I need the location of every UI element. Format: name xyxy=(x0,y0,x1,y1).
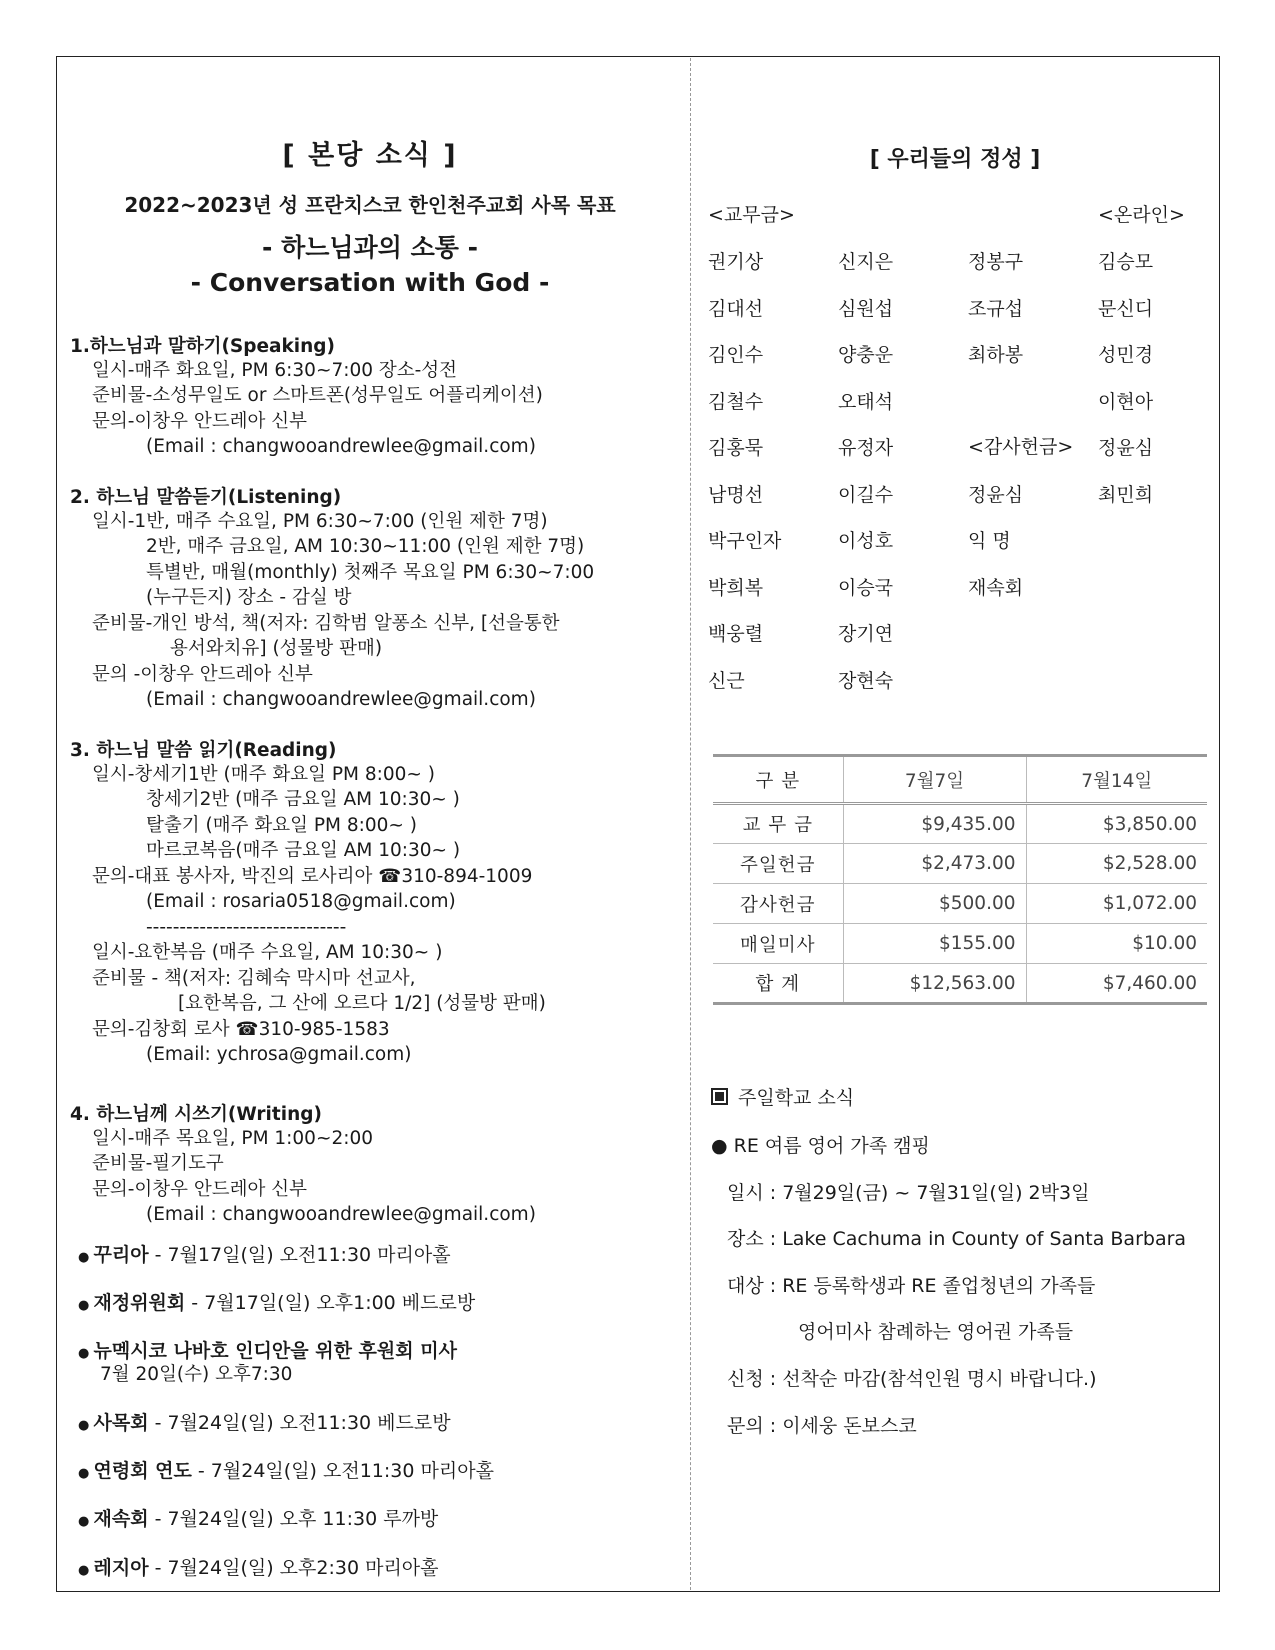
cell-value: $500.00 xyxy=(843,884,1026,924)
section-line: (Email: ychrosa@gmail.com) xyxy=(146,1044,412,1065)
section-title: 3. 하느님 말씀 읽기(Reading) xyxy=(70,740,337,761)
row-label: 매일미사 xyxy=(713,924,843,964)
row-label: 주일헌금 xyxy=(713,844,843,884)
table-row xyxy=(713,884,1207,924)
donor-name: 신근 xyxy=(708,669,745,692)
event-bullet xyxy=(78,1336,457,1363)
section-line: (Email : changwooandrewlee@gmail.com) xyxy=(146,436,536,457)
goal-line: 2022~2023년 성 프란치스코 한인천주교회 사목 목표 xyxy=(124,193,616,217)
row-label: 합 계 xyxy=(713,964,843,1004)
section-line: 일시-매주 목요일, PM 1:00~2:00 xyxy=(92,1127,374,1149)
camp-detail-line: 영어미사 참례하는 영어권 가족들 xyxy=(798,1321,1074,1343)
donor-name: 정윤심 xyxy=(968,483,1024,506)
donor-name: 이성호 xyxy=(838,530,894,552)
donor-name: 남명선 xyxy=(708,483,764,506)
section-line: 문의-이창우 안드레아 신부 xyxy=(92,410,308,432)
event-bullet xyxy=(78,1240,451,1267)
donor-name: 재속회 xyxy=(968,576,1024,599)
label-online: <온라인> xyxy=(1098,204,1185,226)
cell-value: $1,072.00 xyxy=(1026,884,1207,924)
event-detail: - 7월24일(일) 오후2:30 마리아홀 xyxy=(148,1557,439,1579)
label-education-fee: <교무금> xyxy=(708,204,795,226)
donor-name: 조규섭 xyxy=(968,297,1024,320)
donor-name: 김승모 xyxy=(1098,251,1154,273)
bullet-dot-icon: ● xyxy=(78,1563,94,1578)
section-line: ------------------------------ xyxy=(146,916,347,938)
section-line: 특별반, 매월(monthly) 첫째주 목요일 PM 6:30~7:00 xyxy=(146,561,595,583)
section-line: 문의 -이창우 안드레아 신부 xyxy=(92,663,313,685)
event-name: 레지아 xyxy=(93,1557,149,1579)
donor-name: 정윤심 xyxy=(1098,437,1154,459)
camp-detail-line: 장소 : Lake Cachuma in County of Santa Barbara xyxy=(727,1228,1187,1250)
cell-value: $3,850.00 xyxy=(1026,804,1207,844)
donor-name: 심원섭 xyxy=(838,297,894,320)
bullet-dot-icon: ● xyxy=(78,1514,94,1529)
donor-name: 이승국 xyxy=(838,576,894,599)
table-header: 7월7일 xyxy=(843,756,1026,804)
donor-name: 익 명 xyxy=(968,530,1011,552)
sunday-school-heading-text: 주일학교 소식 xyxy=(738,1087,855,1109)
cell-value: $7,460.00 xyxy=(1026,964,1207,1004)
right-title: [ 우리들의 정성 ] xyxy=(869,147,1041,172)
donor-name: 박구인자 xyxy=(708,530,782,552)
event-detail: - 7월24일(일) 오전11:30 마리아홀 xyxy=(191,1460,494,1482)
event-name: 연령회 연도 xyxy=(93,1460,192,1482)
table-row xyxy=(713,924,1207,964)
table-header: 7월14일 xyxy=(1026,756,1207,804)
section-line: 문의-대표 봉사자, 박진의 로사리아 ☎310-894-1009 xyxy=(92,865,533,887)
bullet-dot-icon: ● xyxy=(78,1298,94,1313)
event-bullet xyxy=(78,1504,438,1531)
square-bullet-icon xyxy=(711,1088,728,1105)
donor-name: 박희복 xyxy=(708,576,764,599)
camp-title xyxy=(711,1131,930,1158)
event-bullet xyxy=(78,1456,494,1483)
bullet-dot-icon: ● xyxy=(711,1135,728,1157)
donor-name: 김인수 xyxy=(708,344,764,366)
donor-name: 정봉구 xyxy=(968,251,1024,273)
cell-value: $12,563.00 xyxy=(843,964,1026,1004)
section-line: 준비물-소성무일도 or 스마트폰(성무일도 어플리케이션) xyxy=(92,385,543,406)
section-line: 일시-창세기1반 (매주 화요일 PM 8:00~ ) xyxy=(92,763,436,785)
table-row-total xyxy=(713,964,1207,1004)
camp-detail-line: 일시 : 7월29일(금) ~ 7월31일(일) 2박3일 xyxy=(727,1182,1090,1204)
event-detail: - 7월24일(일) 오전11:30 베드로방 xyxy=(148,1412,451,1434)
cell-value: $155.00 xyxy=(843,924,1026,964)
donor-name: 권기상 xyxy=(708,251,764,273)
event-name: 재정위원회 xyxy=(93,1292,186,1314)
event-detail-line: 7월 20일(수) 오후7:30 xyxy=(100,1364,293,1385)
table-row xyxy=(713,804,1207,844)
section-line: (Email : changwooandrewlee@gmail.com) xyxy=(146,1204,536,1225)
section-title: 4. 하느님께 시쓰기(Writing) xyxy=(70,1104,322,1125)
donor-name: 신지은 xyxy=(838,251,894,273)
event-bullet xyxy=(78,1288,475,1315)
bullet-dot-icon: ● xyxy=(78,1466,94,1481)
donor-name: 유정자 xyxy=(838,437,894,459)
bullet-dot-icon: ● xyxy=(78,1346,94,1361)
camp-detail-line: 신청 : 선착순 마감(참석인원 명시 바랍니다.) xyxy=(727,1368,1097,1390)
donor-name: 이길수 xyxy=(838,483,894,506)
section-line: (누구든지) 장소 - 감실 방 xyxy=(146,587,352,608)
section-line: 창세기2반 (매주 금요일 AM 10:30~ ) xyxy=(146,789,460,810)
sunday-school-heading xyxy=(711,1083,854,1110)
bullet-dot-icon: ● xyxy=(78,1418,94,1433)
offering-table xyxy=(713,754,1207,1005)
section-line: 2반, 매주 금요일, AM 10:30~11:00 (인원 제한 7명) xyxy=(146,536,585,557)
donor-name: 김철수 xyxy=(708,390,764,413)
event-name: 사목회 xyxy=(93,1412,149,1434)
section-line: 일시-매주 화요일, PM 6:30~7:00 장소-성전 xyxy=(92,359,458,381)
event-bullet xyxy=(78,1553,439,1580)
section-line: 탈출기 (매주 화요일 PM 8:00~ ) xyxy=(146,814,417,836)
cell-value: $2,473.00 xyxy=(843,844,1026,884)
row-label: 감사헌금 xyxy=(713,884,843,924)
camp-detail-line: 문의 : 이세웅 돈보스코 xyxy=(727,1415,917,1437)
donor-name: 김대선 xyxy=(708,297,764,320)
event-name: 뉴멕시코 나바호 인디안을 위한 후원회 미사 xyxy=(93,1340,457,1362)
donor-name: 최하봉 xyxy=(968,344,1024,366)
goal-korean: - 하느님과의 소통 - xyxy=(262,233,478,262)
section-line: [요한복음, 그 산에 오르다 1/2] (성물방 판매) xyxy=(178,993,546,1014)
section-line: 준비물-개인 방석, 책(저자: 김학범 알퐁소 신부, [선을통한 xyxy=(92,612,560,634)
donor-name: 문신디 xyxy=(1098,297,1154,320)
section-line: 마르코복음(매주 금요일 AM 10:30~ ) xyxy=(146,840,461,861)
label-thanks-offering: <감사헌금> xyxy=(968,436,1074,458)
event-detail: - 7월24일(일) 오후 11:30 루까방 xyxy=(148,1508,439,1530)
camp-detail-line: 대상 : RE 등록학생과 RE 졸업청년의 가족들 xyxy=(727,1275,1096,1297)
donor-name: 김홍묵 xyxy=(708,437,764,459)
table-row xyxy=(713,844,1207,884)
event-name: 재속회 xyxy=(93,1508,149,1530)
section-line: 문의-김창회 로사 ☎310-985-1583 xyxy=(92,1018,390,1040)
section-line: (Email : rosaria0518@gmail.com) xyxy=(146,891,456,912)
donor-name: 성민경 xyxy=(1098,344,1154,366)
section-line: 준비물 - 책(저자: 김혜숙 막시마 선교사, xyxy=(92,967,416,989)
section-line: (Email : changwooandrewlee@gmail.com) xyxy=(146,689,536,710)
cell-value: $2,528.00 xyxy=(1026,844,1207,884)
goal-english: - Conversation with God - xyxy=(190,268,550,297)
donor-name: 백웅렬 xyxy=(708,623,764,645)
row-label: 교 무 금 xyxy=(713,804,843,844)
donor-name: 최민희 xyxy=(1098,483,1154,506)
section-line: 준비물-필기도구 xyxy=(92,1153,224,1174)
donor-name: 오태석 xyxy=(838,390,894,413)
section-title: 1.하느님과 말하기(Speaking) xyxy=(70,336,336,357)
event-bullet xyxy=(78,1408,451,1435)
cell-value: $9,435.00 xyxy=(843,804,1026,844)
donor-name: 양충운 xyxy=(838,344,894,366)
donor-name: 장현숙 xyxy=(838,669,894,692)
section-line: 일시-요한복음 (매주 수요일, AM 10:30~ ) xyxy=(92,942,443,963)
event-detail: - 7월17일(일) 오전11:30 마리아홀 xyxy=(148,1244,451,1266)
cell-value: $10.00 xyxy=(1026,924,1207,964)
section-line: 일시-1반, 매주 수요일, PM 6:30~7:00 (인원 제한 7명) xyxy=(92,510,548,532)
table-header: 구 분 xyxy=(713,756,843,804)
left-title: [ 본당 소식 ] xyxy=(282,140,458,171)
event-name: 꾸리아 xyxy=(93,1244,149,1266)
event-detail: - 7월17일(일) 오후1:00 베드로방 xyxy=(185,1292,476,1314)
section-title: 2. 하느님 말씀듣기(Listening) xyxy=(70,487,342,508)
section-line: 문의-이창우 안드레아 신부 xyxy=(92,1178,308,1200)
camp-title-text: RE 여름 영어 가족 캠핑 xyxy=(733,1135,930,1157)
donor-name: 이현아 xyxy=(1098,390,1154,413)
section-line: 용서와치유] (성물방 판매) xyxy=(170,638,383,659)
bullet-dot-icon: ● xyxy=(78,1250,94,1265)
donor-name: 장기연 xyxy=(838,623,894,645)
